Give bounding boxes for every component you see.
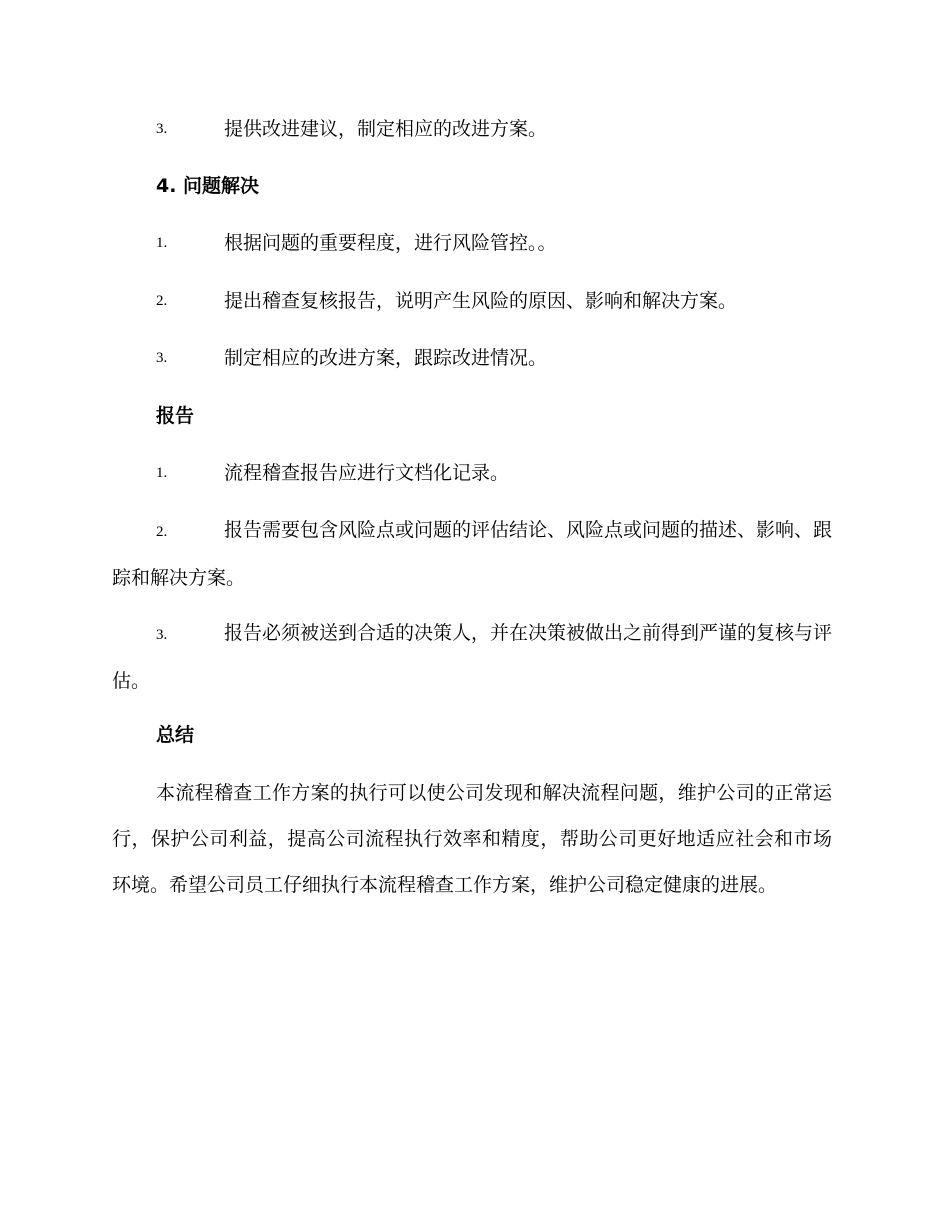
list-text: 提供改进建议，制定相应的改进方案。 [224,118,548,140]
list-number: 3. [156,350,168,366]
list-text: 制定相应的改进方案，跟踪改进情况。 [224,347,548,369]
summary-paragraph: 本流程稽查工作方案的执行可以使公司发现和解决流程问题，维护公司的正常运行，保护公司利益，提高公司流程执行效率和精度，帮助公司更好地适应社会和市场环境。希望公司员工仔细执行本流程稽查工作方案，维护公司稳定健康的进展。 [112,782,832,896]
report-item-1 [112,450,832,496]
list-text: 根据问题的重要程度，进行风险管控。。 [224,232,557,254]
list-text: 报告需要包含风险点或问题的评估结论、风险点或问题的描述、影响、跟踪和解决方案。 [112,519,833,589]
summary-heading [112,712,832,758]
report-heading [112,393,832,439]
problem-heading [112,163,832,209]
report-item-3 [112,610,832,704]
list-number: 3. [156,627,168,643]
list-number: 3. [156,121,168,137]
list-number: 2. [156,524,168,540]
report-item-2 [112,507,832,601]
problem-item-2 [112,278,832,324]
improve-item-3 [112,106,832,152]
section-heading: 总结 [156,724,195,746]
problem-item-1 [112,220,832,266]
list-number: 1. [156,235,168,251]
list-text: 报告必须被送到合适的决策人，并在决策被做出之前得到严谨的复核与评估。 [112,622,833,692]
list-text: 流程稽查报告应进行文档化记录。 [224,462,510,484]
summary-paragraph-block [112,770,832,908]
section-heading: 报告 [156,405,195,427]
list-number: 1. [156,465,168,481]
list-number: 2. [156,293,168,309]
section-heading: 4. 问题解决 [156,175,260,197]
problem-item-3 [112,335,832,381]
list-text: 提出稽查复核报告，说明产生风险的原因、影响和解决方案。 [224,290,738,312]
